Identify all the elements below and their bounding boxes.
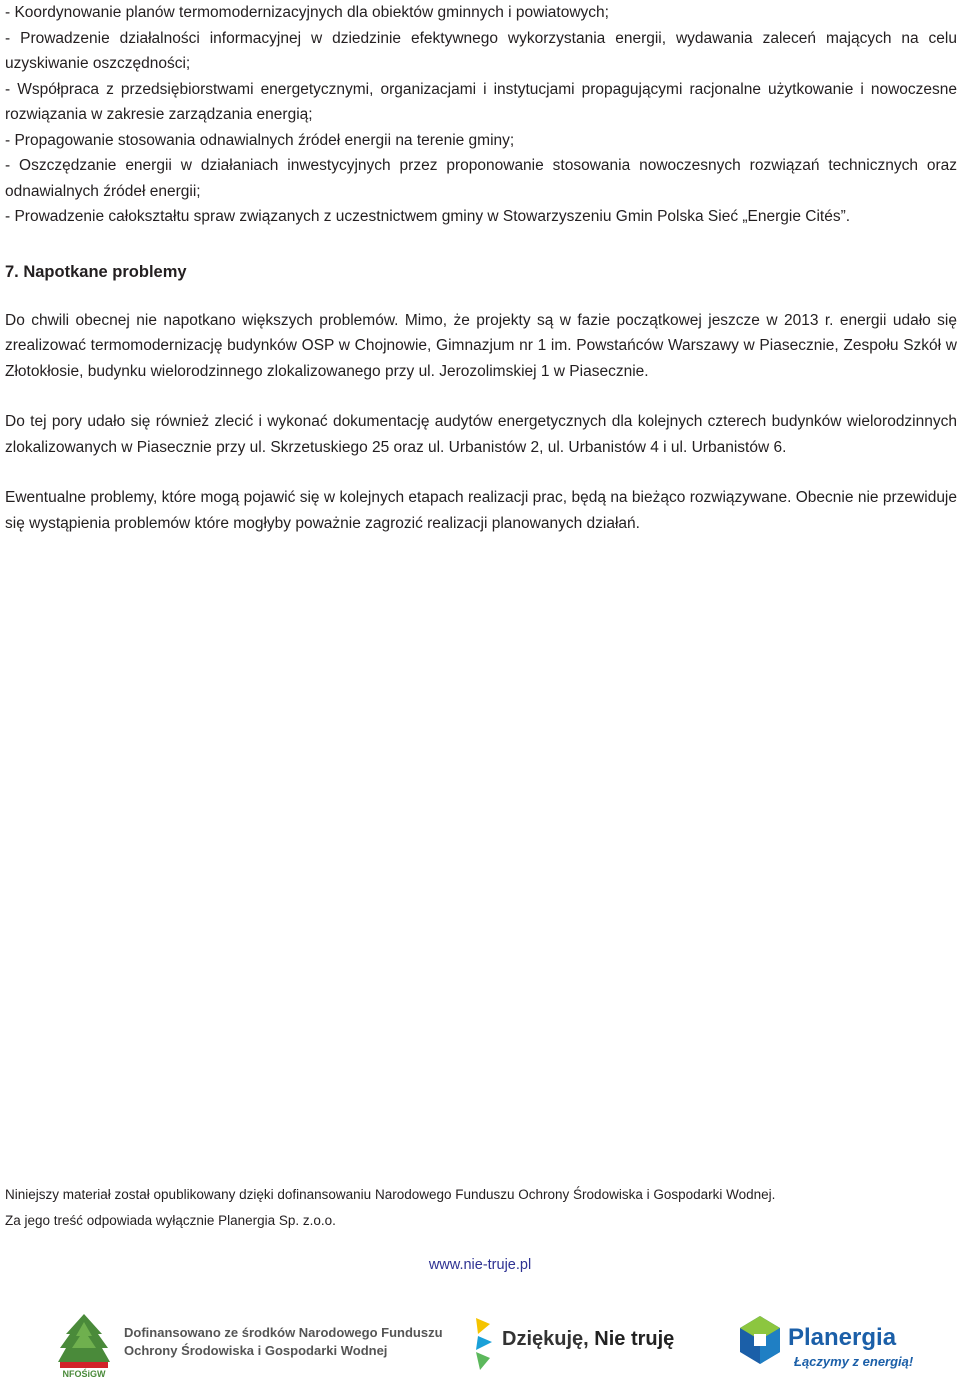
- document-page: [5, 0, 957, 536]
- planergia-name: Planergia: [788, 1324, 897, 1351]
- paragraph-outlook: Ewentualne problemy, które mogą pojawić się w kolejnych etapach realizacji prac, będą na bieżąco rozwiązywane. Obecnie nie przewiduje się wystąpienia problemów które mogłyby poważnie zagrozić realizacji planowanych działań.: [5, 489, 957, 532]
- website-link[interactable]: www.nie-truje.pl: [428, 1257, 532, 1273]
- paragraph-audits: Do tej pory udało się również zlecić i wykonać dokumentację audytów energetycznych dla kolejnych czterech budynków wielorodzinnych zlokalizowanych w Piasecznie przy ul. Skrzetuskiego 25 oraz ul. Urbanistów 2, ul. Urbanistów 4 i ul. Urbanistów 6.: [5, 413, 957, 456]
- task-list: [5, 0, 957, 230]
- planergia-logo-icon: [738, 1314, 782, 1368]
- nfosigw-label: NFOŚiGW: [62, 1369, 106, 1378]
- list-item: - Prowadzenie całokształtu spraw związanych z uczestnictwem gminy w Stowarzyszeniu Gmin Polska Sieć „Energie Cités”.: [5, 208, 851, 225]
- campaign-part-1: Dziękuję,: [502, 1328, 595, 1350]
- footer-note: [5, 1182, 955, 1234]
- list-item: - Prowadzenie działalności informacyjnej w dziedzinie efektywnego wykorzystania energii, wydawania zaleceń mających na celu uzyskiwanie oszczędności;: [5, 29, 957, 72]
- nie-truje-text: [502, 1328, 674, 1351]
- nie-truje-logo-icon: [470, 1314, 498, 1374]
- list-item: - Oszczędzanie energii w działaniach inwestycyjnych przez proponowanie stosowania nowoczesnych rozwiązań technicznych oraz odnawialnych źródeł energii;: [5, 157, 957, 200]
- nfosigw-text: [124, 1324, 443, 1360]
- campaign-part-2: Nie truję: [594, 1328, 675, 1350]
- funding-note: Niniejszy materiał został opublikowany dzięki dofinansowaniu Narodowego Funduszu Ochrony Środowiska i Gospodarki Wodnej.: [5, 1187, 776, 1202]
- list-item: - Współpraca z przedsiębiorstwami energetycznymi, organizacjami i instytucjami propagującymi racjonalne użytkowanie i nowoczesne rozwiązania w zakresie zarządzania energią;: [5, 80, 957, 123]
- nfosigw-line-1: Dofinansowano ze środków Narodowego Funduszu: [124, 1325, 443, 1340]
- nfosigw-line-2: Ochrony Środowiska i Gospodarki Wodnej: [124, 1343, 388, 1358]
- nfosigw-logo-icon: [56, 1312, 112, 1378]
- paragraph-problems: Do chwili obecnej nie napotkano większych problemów. Mimo, że projekty są w fazie początkowej jeszcze w 2013 r. energii udało się zrealizować termomodernizację budynków OSP w Chojnowie, Gimnazjum nr 1 im. Powstańców Warszawy w Piasecznie, Zespołu Szkół w Złotokłosie, budynku wielorodzinnego zlokalizowanego przy ul. Jerozolimskiej 1 w Piasecznie.: [5, 311, 957, 380]
- list-item: - Koordynowanie planów termomodernizacyjnych dla obiektów gminnych i powiatowych;: [5, 4, 609, 21]
- list-item: - Propagowanie stosowania odnawialnych źródeł energii na terenie gminy;: [5, 131, 515, 149]
- responsibility-note: Za jego treść odpowiada wyłącznie Planergia Sp. z.o.o.: [5, 1213, 336, 1228]
- section-heading: 7. Napotkane problemy: [5, 262, 187, 281]
- planergia-tagline: Łączymy z energią!: [794, 1354, 914, 1369]
- logo-bar: [0, 1308, 960, 1379]
